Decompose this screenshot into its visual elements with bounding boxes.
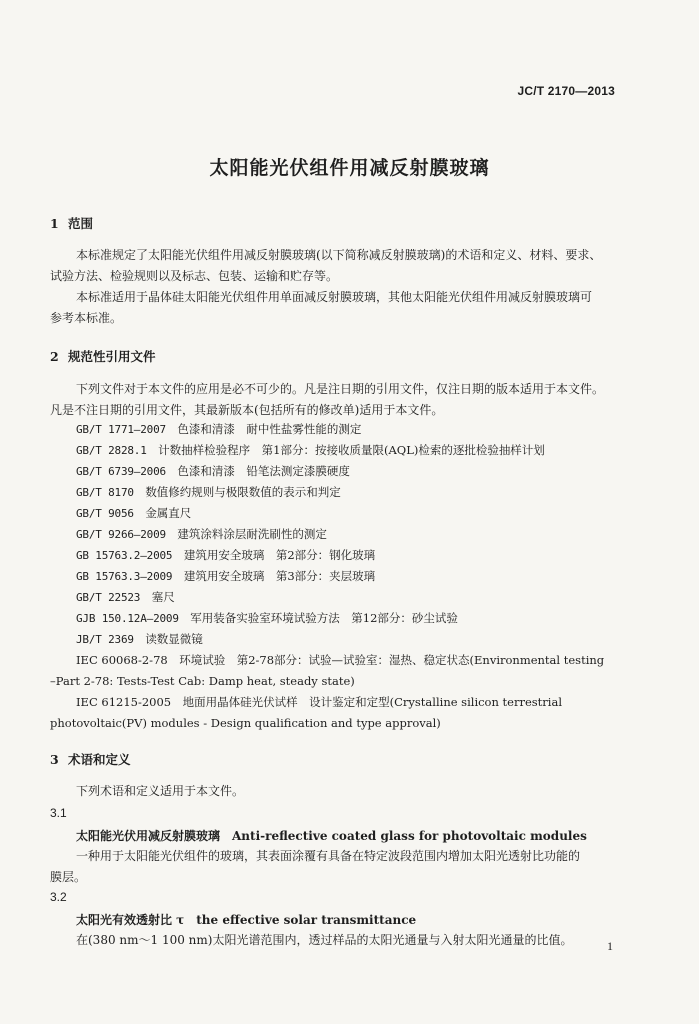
section-number: 1 xyxy=(50,216,59,231)
term-definition: 在(380 nm～1 100 nm)太阳光谱范围内，透过样品的太阳光通量与入射太阳光通量的比值。 xyxy=(76,933,573,947)
term-number: 3.2 xyxy=(50,890,67,904)
page-number: 1 xyxy=(607,939,613,953)
reference-item: GB 15763.3—2009 建筑用安全玻璃 第3部分：夹层玻璃 xyxy=(76,569,376,583)
reference-item-continued: photovoltaic(PV) modules - Design qualification and type approval) xyxy=(50,716,441,730)
standard-code: JC/T 2170—2013 xyxy=(517,84,615,98)
paragraph-line: 试验方法、检验规则以及标志、包装、运输和贮存等。 xyxy=(50,269,339,283)
section-title: 术语和定义 xyxy=(68,752,131,767)
reference-item: GB/T 9266—2009 建筑涂料涂层耐洗刷性的测定 xyxy=(76,527,327,541)
term-title: 太阳光有效透射比 τ the effective solar transmittance xyxy=(76,913,417,927)
reference-item: GB/T 6739—2006 色漆和清漆 铅笔法测定漆膜硬度 xyxy=(76,464,350,478)
term-definition-continued: 膜层。 xyxy=(50,870,87,884)
term-definition: 一种用于太阳能光伏组件的玻璃，其表面涂覆有具备在特定波段范围内增加太阳光透射比功能的 xyxy=(76,849,581,863)
paragraph-line: 本标准适用于晶体硅太阳能光伏组件用单面减反射膜玻璃，其他太阳能光伏组件用减反射膜玻璃可 xyxy=(76,290,593,304)
section-number: 2 xyxy=(50,349,59,364)
paragraph-line: 本标准规定了太阳能光伏组件用减反射膜玻璃(以下简称减反射膜玻璃)的术语和定义、材料、要求、 xyxy=(76,248,602,262)
paragraph-line: 下列文件对于本文件的应用是必不可少的。凡是注日期的引用文件，仅注日期的版本适用于本文件。 xyxy=(76,382,605,396)
paragraph-line: 凡是不注日期的引用文件，其最新版本(包括所有的修改单)适用于本文件。 xyxy=(50,403,444,417)
reference-item: GB/T 9056 金属直尺 xyxy=(76,506,192,520)
paragraph-line: 参考本标准。 xyxy=(50,311,123,325)
reference-item: GB/T 8170 数值修约规则与极限数值的表示和判定 xyxy=(76,485,341,499)
reference-item: JB/T 2369 读数显微镜 xyxy=(76,632,203,646)
reference-item: GB/T 2828.1 计数抽样检验程序 第1部分：按接收质量限(AQL)检索的逐批检验抽样计划 xyxy=(76,443,545,457)
reference-item: IEC 60068-2-78 环境试验 第2-78部分：试验—试验室：湿热、稳定状态(Environmental testing xyxy=(76,653,605,667)
section-number: 3 xyxy=(50,752,59,767)
term-title: 太阳能光伏用减反射膜玻璃 Anti-reflective coated glass for photovoltaic modules xyxy=(76,829,587,843)
section-title: 规范性引用文件 xyxy=(68,349,156,364)
term-number: 3.1 xyxy=(50,806,67,820)
section-title: 范围 xyxy=(68,216,94,231)
reference-item: IEC 61215-2005 地面用晶体硅光伏试样 设计鉴定和定型(Crystalline silicon terrestrial xyxy=(76,695,563,709)
document-title: 太阳能光伏组件用减反射膜玻璃 xyxy=(209,157,490,179)
paragraph-line: 下列术语和定义适用于本文件。 xyxy=(76,784,245,798)
reference-item-continued: –Part 2-78: Tests-Test Cab: Damp heat, steady state) xyxy=(50,674,355,688)
reference-item: GB/T 22523 塞尺 xyxy=(76,590,175,604)
section-1-heading xyxy=(50,214,93,232)
reference-item: GJB 150.12A—2009 军用装备实验室环境试验方法 第12部分：砂尘试验 xyxy=(76,611,458,625)
reference-item: GB 15763.2—2005 建筑用安全玻璃 第2部分：钢化玻璃 xyxy=(76,548,376,562)
section-3-heading xyxy=(50,750,131,768)
section-2-heading xyxy=(50,347,156,365)
reference-item: GB/T 1771—2007 色漆和清漆 耐中性盐雾性能的测定 xyxy=(76,422,362,436)
